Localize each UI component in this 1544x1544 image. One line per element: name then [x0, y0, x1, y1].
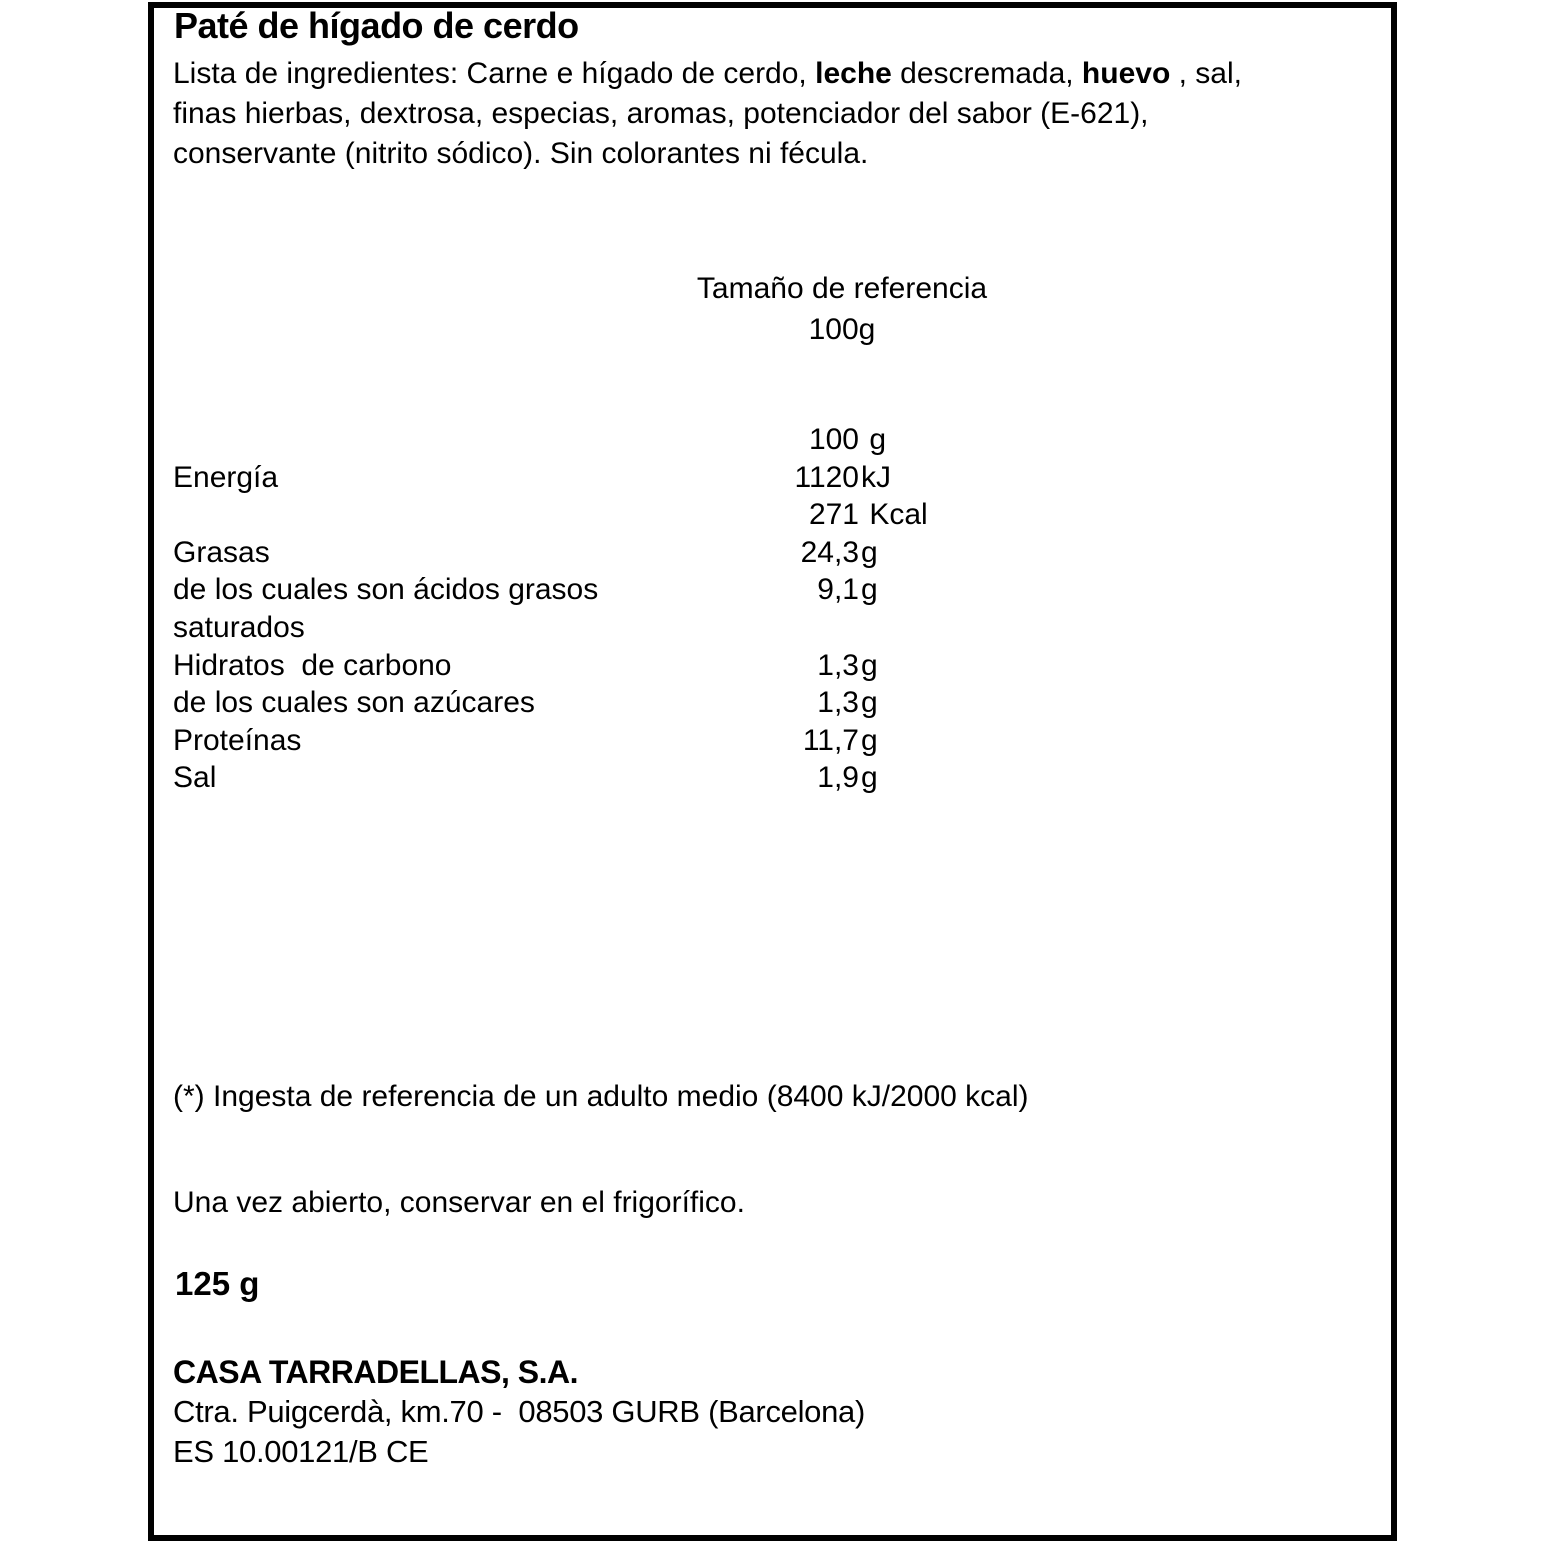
row-label: de los cuales son ácidos grasos	[173, 573, 599, 607]
ingredient-text: Lista de ingredientes: Carne e hígado de cerdo,	[173, 57, 816, 90]
ingredient-text: , sal,	[1170, 57, 1242, 90]
row-label: saturados	[173, 610, 305, 644]
manufacturer-block	[173, 1352, 865, 1472]
product-title: Paté de hígado de cerdo	[174, 5, 579, 46]
row-value-number: 271	[808, 498, 859, 532]
reference-serving-line1: Tamaño de referencia	[696, 272, 988, 305]
row-label: Proteínas	[173, 723, 302, 757]
manufacturer-address: Ctra. Puigcerdà, km.70 - 08503 GURB (Barcelona)	[173, 1394, 866, 1429]
column-header-unit: g	[861, 423, 887, 456]
row-value-number: 24,3	[800, 535, 859, 569]
row-value-number: 1120	[794, 460, 859, 494]
row-label: Sal	[173, 761, 217, 795]
ingredient-text: conservante (nitrito sódico). Sin colorantes ni fécula.	[173, 137, 869, 170]
table-row	[173, 534, 1113, 572]
column-header-number: 100	[808, 423, 859, 456]
ingredient-line	[173, 134, 1242, 174]
row-value-number: 9,1	[817, 573, 859, 607]
ingredient-line	[173, 54, 1242, 94]
table-row	[173, 684, 1113, 722]
table-row	[173, 759, 1113, 797]
table-row	[173, 571, 1113, 609]
ingredient-line	[173, 94, 1242, 134]
ingredient-text: finas hierbas, dextrosa, especias, aromas, potenciador del sabor (E-621),	[173, 97, 1149, 130]
row-value-number: 1,3	[817, 648, 859, 682]
storage-instruction: Una vez abierto, conservar en el frigorífico.	[173, 1186, 745, 1219]
net-weight: 125 g	[175, 1265, 260, 1302]
reference-intake-footnote: (*) Ingesta de referencia de un adulto medio (8400 kJ/2000 kcal)	[173, 1080, 1029, 1113]
row-value-unit: g	[861, 686, 878, 720]
table-header-row	[173, 421, 1113, 459]
row-label: Grasas	[173, 535, 270, 569]
row-label: de los cuales son azúcares	[173, 686, 535, 720]
manufacturer-name: CASA TARRADELLAS, S.A.	[173, 1354, 578, 1390]
row-value-number: 11,7	[802, 723, 859, 757]
row-value-unit: g	[861, 648, 878, 682]
reference-serving-header	[592, 268, 1092, 350]
row-value-unit: g	[861, 723, 878, 757]
allergen-ingredient: huevo	[1081, 57, 1171, 90]
ingredient-text: descremada,	[891, 57, 1082, 90]
ingredients-paragraph	[173, 54, 1242, 174]
row-value-unit: g	[861, 761, 878, 795]
row-value-unit: g	[861, 573, 878, 607]
table-row	[173, 722, 1113, 760]
table-row	[173, 496, 1113, 534]
row-label: Energía	[173, 460, 279, 494]
row-value-number: 1,9	[817, 761, 859, 795]
row-value-unit: Kcal	[861, 498, 928, 532]
table-row	[173, 459, 1113, 497]
row-value-unit: g	[861, 535, 878, 569]
manufacturer-registration: ES 10.00121/B CE	[173, 1434, 429, 1469]
nutrition-table	[173, 421, 1113, 797]
allergen-ingredient: leche	[815, 57, 892, 90]
row-value-number: 1,3	[817, 686, 859, 720]
row-label: Hidratos de carbono	[173, 648, 452, 682]
table-row	[173, 647, 1113, 685]
reference-serving-line2: 100g	[808, 313, 876, 346]
table-row	[173, 609, 1113, 647]
row-value-unit: kJ	[861, 460, 891, 494]
